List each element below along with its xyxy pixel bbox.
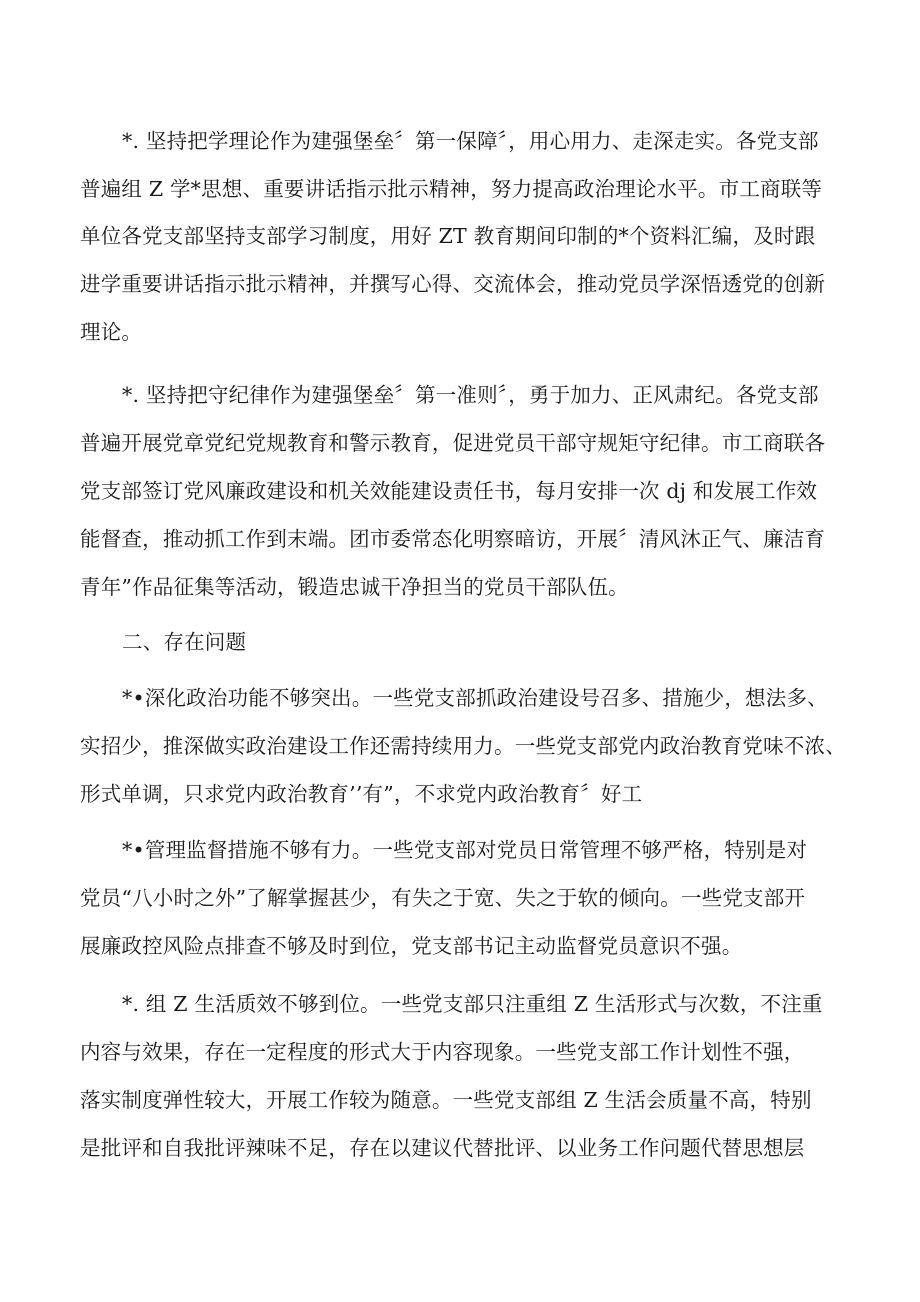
- paragraph-line: 单位各党支部坚持支部学习制度，用好 ZT 教育期间印制的*个资料汇编，及时跟: [80, 224, 816, 248]
- paragraph-line: 内容与效果，存在一定程度的形式大于内容现象。一些党支部工作计划性不强，: [80, 1040, 805, 1064]
- paragraph-line: 理论。: [80, 320, 143, 344]
- paragraph-line: *. 组 Z 生活质效不够到位。一些党支部只注重组 Z 生活形式与次数，不注重: [122, 992, 823, 1016]
- paragraph-line: 进学重要讲话指示批示精神，并撰写心得、交流体会，推动党员学深悟透党的创新: [80, 272, 826, 296]
- paragraph-line: 形式单调，只求党内政治教育’’有”，不求党内政治教育〞好工: [80, 782, 643, 806]
- paragraph-line: 实招少，推深做实政治建设工作还需持续用力。一些党支部党内政治教育党味不浓、: [80, 734, 846, 758]
- paragraph-line: 青年”作品征集等活动，锻造忠诚干净担当的党员干部队伍。: [80, 575, 629, 599]
- paragraph-line: 普遍开展党章党纪党规教育和警示教育，促进党员干部守规矩守纪律。市工商联各: [80, 431, 826, 455]
- paragraph-line: 党员“八小时之外”了解掌握甚少，有失之于宽、失之于软的倾向。一些党支部开: [80, 886, 806, 910]
- paragraph-line: 党支部签订党风廉政建设和机关效能建设责任书，每月安排一次 dj 和发展工作效: [80, 479, 818, 503]
- paragraph-line: 落实制度弹性较大，开展工作较为随意。一些党支部组 Z 生活会质量不高，特别: [80, 1088, 812, 1112]
- paragraph-line: 普遍组 Z 学*思想、重要讲话指示批示精神，努力提高政治理论水平。市工商联等: [80, 177, 823, 201]
- section-heading: 二、存在问题: [122, 630, 247, 654]
- paragraph-line: *. 坚持把守纪律作为建强堡垒〞第一准则〞，勇于加力、正风肃纪。各党支部: [122, 383, 819, 407]
- paragraph-line: *•深化政治功能不够突出。一些党支部抓政治建设号召多、措施少，想法多、: [122, 686, 828, 710]
- paragraph-line: 展廉政控风险点排查不够及时到位，党支部书记主动监督党员意识不强。: [80, 934, 743, 958]
- paragraph-line: *•管理监督措施不够有力。一些党支部对党员日常管理不够严格，特别是对: [122, 838, 808, 862]
- paragraph-line: *. 坚持把学理论作为建强堡垒〞第一保障〞，用心用力、走深走实。各党支部: [122, 129, 819, 153]
- paragraph-line: 是批评和自我批评辣味不足，存在以建议代替批评、以业务工作问题代替思想层: [80, 1136, 805, 1160]
- paragraph-line: 能督查，推动抓工作到末端。团市委常态化明察暗访，开展〞清风沐正气、廉洁育: [80, 527, 826, 551]
